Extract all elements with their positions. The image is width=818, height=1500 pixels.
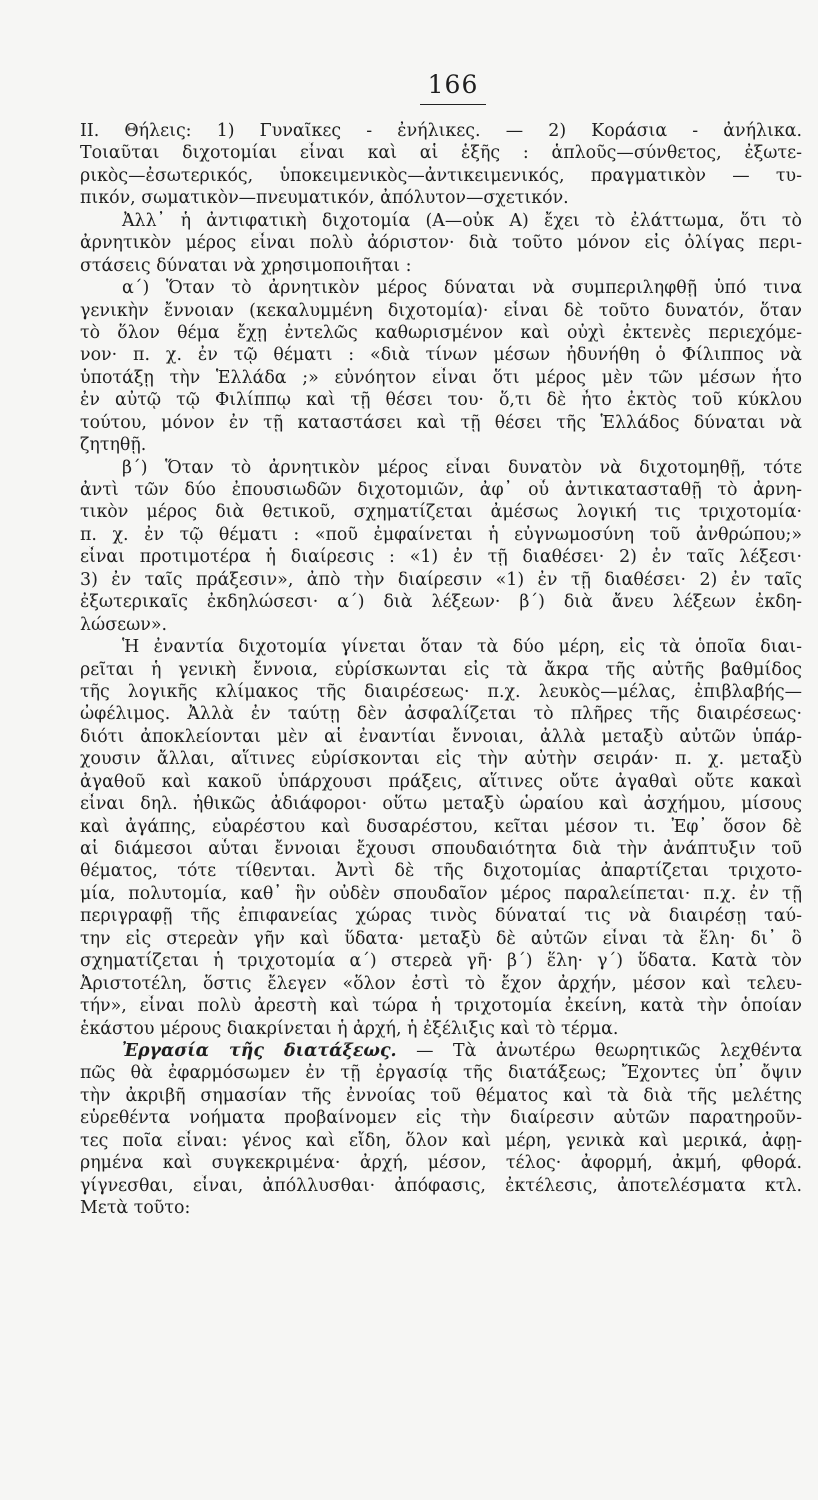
text-line: τῆς λογικῆς κλίμακος τῆς διαιρέσεως· π.χ. λευκὸς—μέλας, ἐπιβλαβής— bbox=[80, 681, 802, 702]
text-line: Ἀλλ᾽ ἡ ἀντιφατικὴ διχοτομία (Α—οὐκ Α) ἔχει τὸ ἐλάττωμα, ὅτι τὸ bbox=[122, 210, 802, 231]
text-line: μία, πολυτομία, καθ᾽ ἣν οὐδὲν σπουδαῖον μέρος παραλείπεται· π.χ. ἐν τῇ bbox=[80, 883, 802, 904]
text-line: ὠφέλιμος. Ἀλλὰ ἐν ταύτῃ δὲν ἀσφαλίζεται τὸ πλῆρες τῆς διαιρέσεως· bbox=[80, 704, 802, 725]
text-line: β´) Ὅταν τὸ ἀρνητικὸν μέρος εἶναι δυνατὸν νὰ διχοτομηθῇ, τότε bbox=[122, 457, 802, 478]
text-line: ζητηθῇ. bbox=[80, 435, 147, 456]
text-line: γίγνεσθαι, εἶναι, ἀπόλλυσθαι· ἀπόφασις, ἐκτέλεσις, ἀποτελέσματα κτλ. bbox=[80, 1175, 802, 1196]
page-number-rule bbox=[420, 104, 486, 105]
text-line: ἐν αὐτῷ τῷ Φιλίππῳ καὶ τῇ θέσει του· ὅ,τι δὲ ἦτο ἐκτὸς τοῦ κύκλου bbox=[80, 390, 802, 411]
text-line: 3) ἐν ταῖς πράξεσιν», ἀπὸ τὴν διαίρεσιν «1) ἐν τῇ διαθέσει· 2) ἐν ταῖς bbox=[80, 569, 802, 590]
text-run: — Τὰ ἀνωτέρω θεωρητικῶς λεχθέντα bbox=[396, 1040, 802, 1061]
text-line: θέματος, τότε τίθενται. Ἀντὶ δὲ τῆς διχοτομίας ἀπαρτίζεται τριχοτο- bbox=[80, 861, 802, 882]
text-line: ρημένα καὶ συγκεκριμένα· ἀρχή, μέσον, τέλος· ἀφορμή, ἀκμή, φθορά. bbox=[80, 1153, 802, 1174]
text-line: τὸ ὅλον θέμα ἔχῃ ἐντελῶς καθωρισμένον καὶ οὐχὶ ἐκτενὲς περιεχόμε- bbox=[80, 322, 802, 343]
text-line: Ἀριστοτέλη, ὅστις ἔλεγεν «ὅλον ἐστὶ τὸ ἔχον ἀρχήν, μέσον καὶ τελευ- bbox=[80, 973, 802, 994]
text-line: αἱ διάμεσοι αὗται ἔννοιαι ἔχουσι σπουδαιότητα διὰ τὴν ἀνάπτυξιν τοῦ bbox=[80, 839, 802, 859]
text-line: την εἰς στερεὰν γῆν καὶ ὕδατα· μεταξὺ δὲ αὐτῶν εἶναι τὰ ἕλη· δι᾽ ὃ bbox=[80, 928, 802, 949]
text-line: τήν», εἶναι πολὺ ἀρεστὴ καὶ τώρα ἡ τριχοτομία ἐκείνη, κατὰ τὴν ὁποίαν bbox=[80, 996, 802, 1017]
text-line: εἶναι προτιμοτέρα ἡ διαίρεσις : «1) ἐν τῇ διαθέσει· 2) ἐν ταῖς λέξεσι· bbox=[80, 547, 802, 568]
text-line bbox=[80, 1040, 802, 1062]
text-line: ὑποτάξῃ τὴν Ἑλλάδα ;» εὐνόητον εἶναι ὅτι μέρος μὲν τῶν μέσων ἦτο bbox=[80, 367, 802, 388]
text-line: τικὸν μέρος διὰ θετικοῦ, σχηματίζεται ἀμέσως λογική τις τριχοτομία· bbox=[80, 502, 802, 523]
text-line: στάσεις δύναται νὰ χρησιμοποιῆται : bbox=[80, 255, 412, 276]
text-line: τὴν ἀκριβῆ σημασίαν τῆς ἐννοίας τοῦ θέματος καὶ τὰ διὰ τῆς μελέτης bbox=[80, 1085, 802, 1106]
text-line: τούτου, μόνον ἐν τῇ καταστάσει καὶ τῇ θέσει τῆς Ἑλλάδος δύναται νὰ bbox=[80, 412, 802, 433]
text-line: περιγραφῇ τῆς ἐπιφανείας χώρας τινὸς δύναταί τις νὰ διαιρέσῃ ταύ- bbox=[80, 906, 802, 927]
text-line: εἶναι δηλ. ἠθικῶς ἀδιάφοροι· οὕτω μεταξὺ ὡραίου καὶ ἀσχήμου, μίσους bbox=[80, 794, 802, 815]
text-line: α´) Ὅταν τὸ ἀρνητικὸν μέρος δύναται νὰ συμπεριληφθῇ ὑπό τινα bbox=[122, 278, 802, 299]
text-line: π. χ. ἐν τῷ θέματι : «ποῦ ἐμφαίνεται ἡ εὐγνωμοσύνη τοῦ ἀνθρώπου;» bbox=[80, 524, 802, 545]
text-line: ἀγαθοῦ καὶ κακοῦ ὑπάρχουσι πράξεις, αἵτινες οὔτε ἀγαθαὶ οὔτε κακαὶ bbox=[80, 771, 802, 792]
text-line: λώσεων». bbox=[80, 614, 168, 635]
text-line: Τοιαῦται διχοτομίαι εἶναι καὶ αἱ ἑξῆς : ἁπλοῦς—σύνθετος, ἐξωτε- bbox=[80, 143, 802, 164]
text-line: πικόν, σωματικὸν—πνευματικόν, ἀπόλυτον—σχετικόν. bbox=[80, 188, 569, 209]
text-line: II. Θήλεις: 1) Γυναῖκες - ἐνήλικες. — 2) Κοράσια - ἀνήλικα. bbox=[80, 121, 802, 141]
text-line: ρικὸς—ἐσωτερικός, ὑποκειμενικὸς—ἀντικειμενικός, πραγματικὸν — τυ- bbox=[80, 165, 802, 186]
text-line: Μετὰ τοῦτο: bbox=[80, 1198, 191, 1218]
text-line: ρεῖται ἡ γενικὴ ἔννοια, εὑρίσκωνται εἰς τὰ ἄκρα τῆς αὐτῆς βαθμίδος bbox=[80, 659, 802, 680]
text-line: διότι ἀποκλείονται μὲν αἱ ἐναντίαι ἔννοιαι, ἀλλὰ μεταξὺ αὐτῶν ὑπάρ- bbox=[80, 726, 802, 747]
text-line: νον· π. χ. ἐν τῷ θέματι : «διὰ τίνων μέσων ἠδυνήθη ὁ Φίλιππος νὰ bbox=[80, 345, 802, 366]
body-text bbox=[80, 120, 802, 1219]
text-line: ἐξωτερικαῖς ἐκδηλώσεσι· α´) διὰ λέξεων· β´) διὰ ἄνευ λέξεων ἐκδη- bbox=[80, 592, 802, 613]
text-line: σχηματίζεται ἡ τριχοτομία α´) στερεὰ γῆ· β´) ἕλη· γ´) ὕδατα. Κατὰ τὸν bbox=[80, 951, 802, 972]
page-number: 166 bbox=[427, 70, 479, 99]
text-line: ἀρνητικὸν μέρος εἶναι πολὺ ἀόριστον· διὰ τοῦτο μόνον εἰς ὀλίγας περι- bbox=[80, 233, 802, 254]
text-line: χουσιν ἄλλαι, αἵτινες εὑρίσκονται εἰς τὴν αὐτὴν σειράν· π. χ. μεταξὺ bbox=[80, 749, 802, 770]
text-line: ἀντὶ τῶν δύο ἐπουσιωδῶν διχοτομιῶν, ἀφ᾽ οὗ ἀντικατασταθῇ τὸ ἀρνη- bbox=[80, 480, 802, 500]
text-line: Ἡ ἐναντία διχοτομία γίνεται ὅταν τὰ δύο μέρη, εἰς τὰ ὁποῖα διαι- bbox=[122, 637, 802, 658]
text-line: καὶ ἀγάπης, εὐαρέστου καὶ δυσαρέστου, κεῖται μέσον τι. Ἐφ᾽ ὅσον δὲ bbox=[80, 816, 802, 837]
text-line: γενικὴν ἔννοιαν (κεκαλυμμένη διχοτομία)· εἶναι δὲ τοῦτο δυνατόν, ὅταν bbox=[80, 300, 802, 321]
text-line: πῶς θὰ ἐφαρμόσωμεν ἐν τῇ ἐργασίᾳ τῆς διατάξεως; Ἔχοντες ὑπ᾽ ὄψιν bbox=[80, 1063, 802, 1084]
text-line: τες ποῖα εἶναι: γένος καὶ εἴδη, ὅλον καὶ μέρη, γενικὰ καὶ μερικά, ἀφῃ- bbox=[80, 1130, 802, 1151]
text-line: ἑκάστου μέρους διακρίνεται ἡ ἀρχή, ἡ ἐξέλιξις καὶ τὸ τέρμα. bbox=[80, 1018, 619, 1039]
section-heading: Ἐργασία τῆς διατάξεως. bbox=[122, 1040, 397, 1061]
text-line: εὑρεθέντα νοήματα προβαίνομεν εἰς τὴν διαίρεσιν αὐτῶν παρατηροῦν- bbox=[80, 1108, 802, 1129]
